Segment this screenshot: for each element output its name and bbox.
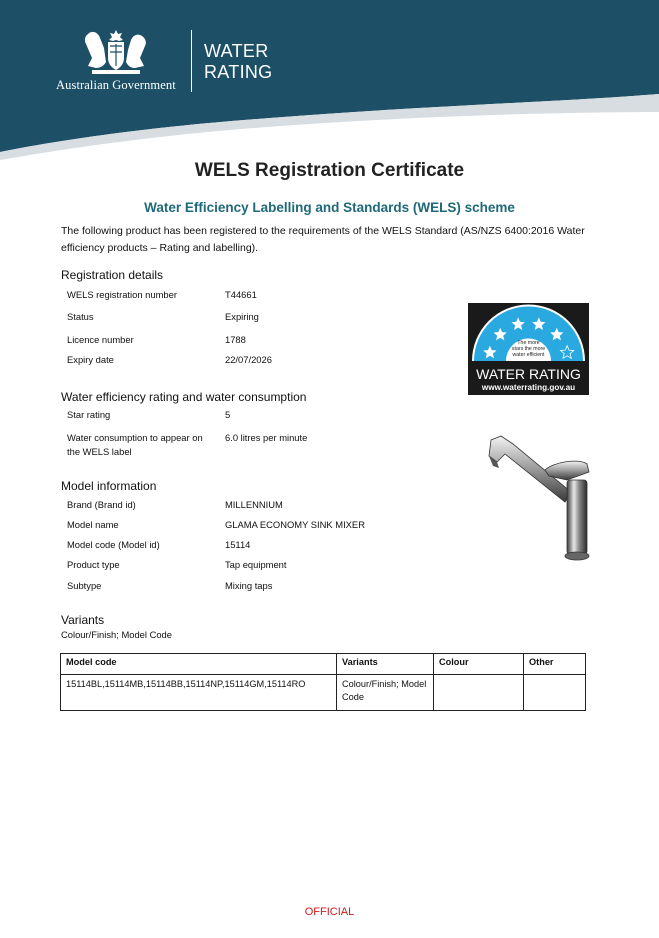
column-header: Colour [434,654,524,675]
government-name: Australian Government [56,78,176,92]
column-header: Variants [337,654,434,675]
cell-variants: Colour/Finish; Model Code [337,675,434,711]
row-label: Model code (Model id) [67,539,160,550]
badge-title: WATER RATING [476,366,581,382]
table-row [61,675,586,711]
tap-product-image [483,432,593,562]
cell-model-code: 15114BL,15114MB,15114BB,15114NP,15114GM,15114RO [61,675,337,711]
scheme-title: Water Efficiency Labelling and Standards (WELS) scheme [144,200,515,215]
coat-of-arms-icon [78,28,154,78]
row-label: Expiry date [67,354,114,365]
row-value: GLAMA ECONOMY SINK MIXER [225,519,365,530]
rating-heading: Water efficiency rating and water consumption [61,390,307,404]
classification-marking: OFFICIAL [304,906,355,918]
column-header: Model code [61,654,337,675]
table-header-row [61,654,586,675]
cell-other [524,675,586,711]
row-label: Star rating [67,409,111,420]
badge-tagline-2: stars the more [511,346,546,352]
intro-paragraph: The following product has been registered to the requirements of the WELS Standard (AS/NZS 6400:2016 Water efficiency products – Rating and labelling). [61,225,585,254]
cell-colour [434,675,524,711]
row-label: WELS registration number [67,289,177,300]
header-divider [191,30,192,92]
logo-line-1: WATER [204,41,269,61]
row-label: Water consumption to appear on the WELS label [67,432,203,457]
water-rating-badge [468,303,589,395]
badge-url: www.waterrating.gov.au [481,383,576,392]
logo-line-2: RATING [204,62,273,82]
row-value: 6.0 litres per minute [225,432,308,443]
registration-heading: Registration details [61,268,164,282]
variants-subheading: Colour/Finish; Model Code [61,629,172,640]
badge-tagline-3: water efficient [512,352,545,358]
row-value: 1788 [225,334,246,345]
row-value: Mixing taps [225,580,273,591]
row-value: 5 [225,409,231,420]
row-value: Tap equipment [225,559,287,570]
badge-tagline-1: The more [517,340,540,346]
row-value: 15114 [225,539,251,550]
row-value: T44661 [225,289,257,300]
row-value: 22/07/2026 [225,354,272,365]
row-label: Product type [67,559,120,570]
row-value: MILLENNIUM [225,499,283,510]
model-heading: Model information [61,479,157,493]
variants-heading: Variants [61,613,105,627]
water-rating-logo [204,41,272,83]
row-value: Expiring [225,311,259,322]
row-label: Subtype [67,580,102,591]
row-label: Brand (Brand id) [67,499,136,510]
variants-table [60,653,586,711]
row-label: Status [67,311,94,322]
row-label: Licence number [67,334,134,345]
row-label: Model name [67,519,119,530]
certificate-title: WELS Registration Certificate [194,160,465,181]
column-header: Other [524,654,586,675]
